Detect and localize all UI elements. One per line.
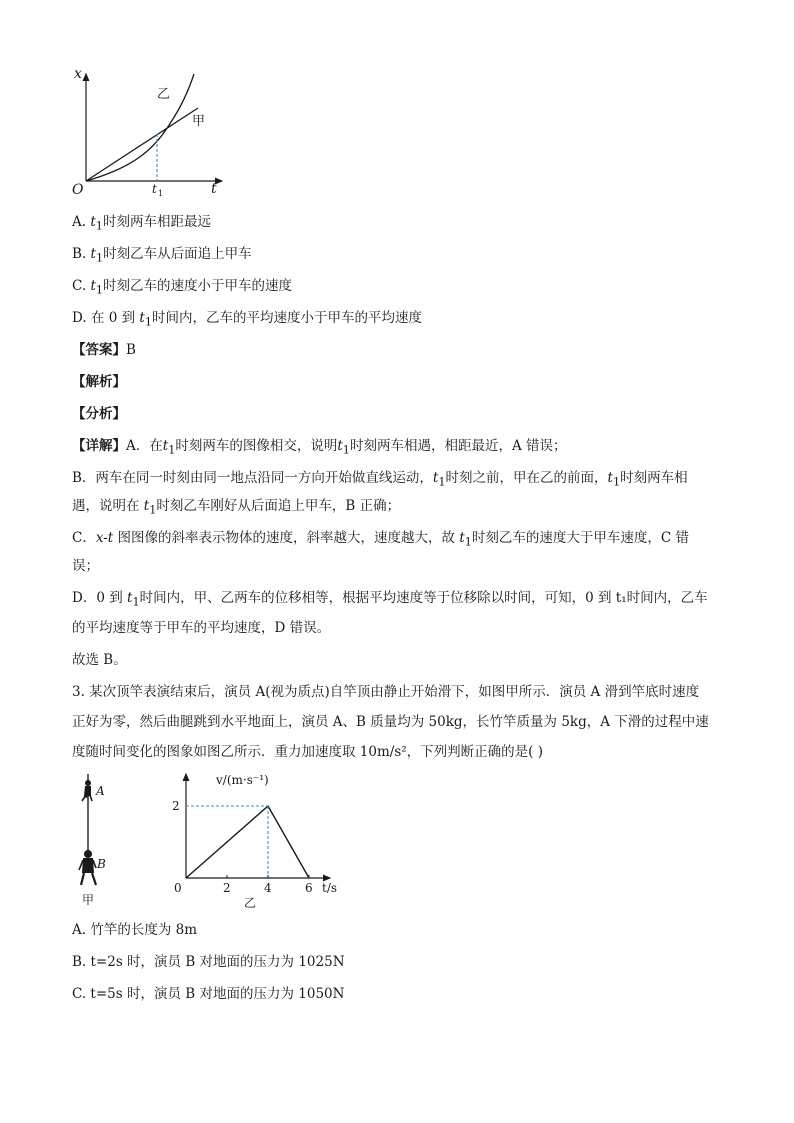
analysis-tag: 【解析】 bbox=[72, 374, 126, 390]
v-t-chart bbox=[160, 770, 360, 912]
yi-curve bbox=[86, 74, 194, 181]
q3-option-a: A. 竹竿的长度为 8m bbox=[72, 922, 198, 938]
x-t-graph bbox=[66, 62, 236, 202]
t1-tick-label: t bbox=[152, 182, 157, 196]
yi-curve-label: 乙 bbox=[157, 87, 171, 102]
q3-stem-1: 3. 某次顶竿表演结束后，演员 A(视为质点)自竿顶由静止开始滑下，如图甲所示．演员 A 滑到竿底时速度 bbox=[72, 684, 700, 700]
x-tick-label: 0 bbox=[174, 881, 182, 895]
x-tick-label: 4 bbox=[264, 881, 272, 895]
option-c: C. $t_1$时刻乙车的速度小于甲车的速度 bbox=[72, 278, 293, 297]
option-b: B. $t_1$时刻乙车从后面追上甲车 bbox=[72, 246, 252, 265]
detail-d-2: 的平均速度等于甲车的平均速度，D 错误。 bbox=[72, 620, 331, 636]
t-axis-label: t/s bbox=[322, 881, 338, 895]
pole-figure bbox=[72, 770, 112, 912]
jia-line bbox=[86, 108, 198, 181]
q3-stem-2: 正好为零，然后曲腿跳到水平地面上，演员 A、B 质量均为 50kg，长竹竿质量为 5kg，A 下滑的过程中速 bbox=[72, 714, 709, 730]
conclusion: 故选 B。 bbox=[72, 652, 127, 668]
figure-jia-label: 甲 bbox=[82, 893, 95, 907]
detail-d-1: D．0 到 $t_1$时间内，甲、乙两车的位移相等，根据平均速度等于位移除以时间，可知，0 到 t₁时间内，乙车 bbox=[72, 590, 708, 609]
v-axis-label: v/(m·s⁻¹) bbox=[216, 773, 269, 787]
option-d: D. 在 0 到 $t_1$时间内，乙车的平均速度小于甲车的平均速度 bbox=[72, 310, 423, 329]
performer-b-label: B bbox=[97, 857, 106, 871]
performer-a-icon bbox=[82, 780, 92, 801]
velocity-line bbox=[186, 806, 309, 878]
y-tick-label: 2 bbox=[172, 799, 180, 813]
q3-option-b: B. t=2s 时，演员 B 对地面的压力为 1025N bbox=[72, 954, 345, 970]
t-axis-label: t bbox=[211, 181, 217, 197]
detail-a: 【详解】A．在$t_1$时刻两车的图像相交，说明$t_1$时刻两车相遇，相距最近，A 错误； bbox=[72, 438, 567, 457]
option-a: A. $t_1$时刻两车相距最远 bbox=[72, 214, 211, 233]
jia-line-label: 甲 bbox=[192, 114, 206, 129]
detail-c-1: C．x-t 图图像的斜率表示物体的速度，斜率越大，速度越大，故 $t_1$时刻乙车的速度大于甲车速度，C 错 bbox=[72, 530, 690, 549]
figure-yi-label: 乙 bbox=[244, 896, 257, 910]
x-tick-label: 2 bbox=[223, 881, 231, 895]
origin-label: O bbox=[72, 182, 84, 198]
q3-stem-3: 度随时间变化的图象如图乙所示．重力加速度取 10m/s²，下列判断正确的是( ) bbox=[72, 744, 543, 760]
performer-b-icon bbox=[79, 850, 96, 885]
detail-b-2: 遇，说明在 $t_1$时刻乙车刚好从后面追上甲车，B 正确； bbox=[72, 498, 401, 517]
detail-c-2: 误； bbox=[72, 558, 99, 574]
x-tick-label: 6 bbox=[305, 881, 313, 895]
detail-b-1: B．两车在同一时刻由同一地点沿同一方向开始做直线运动，$t_1$时刻之前，甲在乙的前面，$t_1$时刻两车相 bbox=[72, 470, 688, 489]
x-axis-label: x bbox=[74, 66, 82, 82]
answer-line: 【答案】B bbox=[72, 342, 136, 358]
q3-option-c: C. t=5s 时，演员 B 对地面的压力为 1050N bbox=[72, 986, 345, 1002]
t1-tick-sub: 1 bbox=[158, 189, 164, 198]
fenxi-tag: 【分析】 bbox=[72, 406, 126, 422]
performer-a-label: A bbox=[96, 784, 105, 798]
